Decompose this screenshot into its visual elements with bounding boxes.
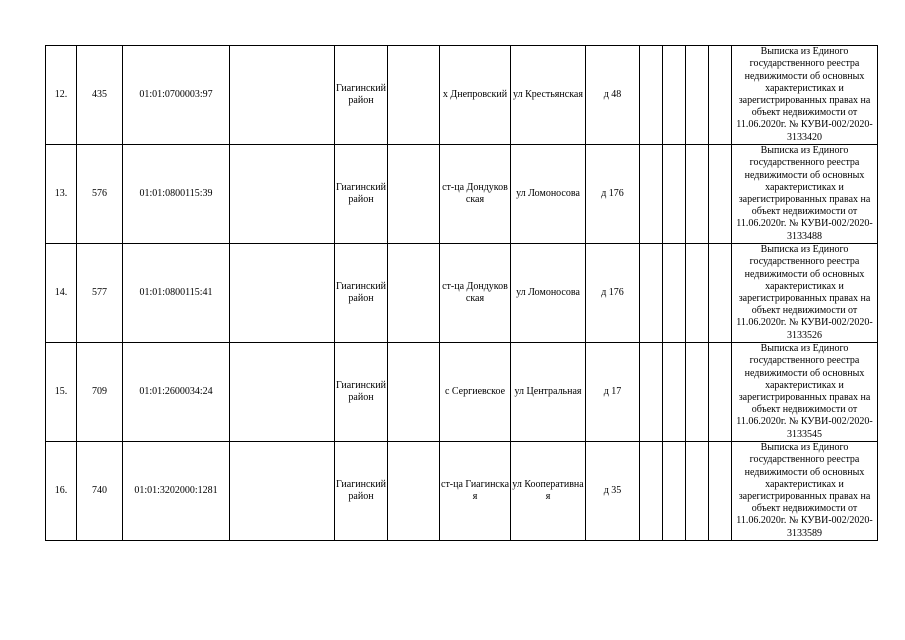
registry-number-cell: 740 xyxy=(77,442,123,541)
district-cell: Гиагинский район xyxy=(335,343,388,442)
document-basis-cell: Выписка из Единого государственного реестра недвижимости об основных характеристиках и зарегистрированных правах на объект недвижимости от 11.06.2020г. № КУВИ-002/2020-3133420 xyxy=(732,46,878,145)
table-row xyxy=(46,46,878,145)
document-basis-cell: Выписка из Единого государственного реестра недвижимости об основных характеристиках и зарегистрированных правах на объект недвижимости от 11.06.2020г. № КУВИ-002/2020-3133589 xyxy=(732,442,878,541)
empty-cell xyxy=(388,343,440,442)
settlement-cell: ст-ца Дондуковская xyxy=(440,145,511,244)
empty-cell xyxy=(640,46,663,145)
row-number-cell: 15. xyxy=(46,343,77,442)
table-row xyxy=(46,145,878,244)
empty-cell xyxy=(663,46,686,145)
empty-cell xyxy=(640,343,663,442)
row-number-cell: 12. xyxy=(46,46,77,145)
cadastral-number-cell: 01:01:2600034:24 xyxy=(123,343,230,442)
settlement-cell: ст-ца Дондуковская xyxy=(440,244,511,343)
document-basis-cell: Выписка из Единого государственного реестра недвижимости об основных характеристиках и зарегистрированных правах на объект недвижимости от 11.06.2020г. № КУВИ-002/2020-3133526 xyxy=(732,244,878,343)
document-basis-cell: Выписка из Единого государственного реестра недвижимости об основных характеристиках и зарегистрированных правах на объект недвижимости от 11.06.2020г. № КУВИ-002/2020-3133545 xyxy=(732,343,878,442)
house-cell: д 48 xyxy=(586,46,640,145)
house-cell: д 176 xyxy=(586,145,640,244)
empty-cell xyxy=(709,442,732,541)
empty-cell xyxy=(686,442,709,541)
empty-cell xyxy=(709,46,732,145)
cadastral-number-cell: 01:01:3202000:1281 xyxy=(123,442,230,541)
district-cell: Гиагинский район xyxy=(335,46,388,145)
street-cell: ул Ломоносова xyxy=(511,145,586,244)
row-number-cell: 13. xyxy=(46,145,77,244)
empty-cell xyxy=(663,244,686,343)
house-cell: д 17 xyxy=(586,343,640,442)
empty-cell xyxy=(709,244,732,343)
empty-cell xyxy=(230,244,335,343)
district-cell: Гиагинский район xyxy=(335,145,388,244)
house-cell: д 176 xyxy=(586,244,640,343)
empty-cell xyxy=(686,343,709,442)
empty-cell xyxy=(388,145,440,244)
table-row xyxy=(46,343,878,442)
registry-number-cell: 577 xyxy=(77,244,123,343)
district-cell: Гиагинский район xyxy=(335,244,388,343)
registry-table-body xyxy=(46,46,878,541)
property-registry-table xyxy=(45,45,878,541)
row-number-cell: 14. xyxy=(46,244,77,343)
empty-cell xyxy=(663,343,686,442)
empty-cell xyxy=(230,145,335,244)
registry-number-cell: 709 xyxy=(77,343,123,442)
row-number-cell: 16. xyxy=(46,442,77,541)
settlement-cell: с Сергиевское xyxy=(440,343,511,442)
district-cell: Гиагинский район xyxy=(335,442,388,541)
settlement-cell: х Днепровский xyxy=(440,46,511,145)
empty-cell xyxy=(230,442,335,541)
empty-cell xyxy=(640,145,663,244)
document-basis-cell: Выписка из Единого государственного реестра недвижимости об основных характеристиках и зарегистрированных правах на объект недвижимости от 11.06.2020г. № КУВИ-002/2020-3133488 xyxy=(732,145,878,244)
table-row xyxy=(46,442,878,541)
empty-cell xyxy=(640,244,663,343)
empty-cell xyxy=(686,244,709,343)
empty-cell xyxy=(663,145,686,244)
empty-cell xyxy=(686,46,709,145)
empty-cell xyxy=(230,46,335,145)
empty-cell xyxy=(230,343,335,442)
house-cell: д 35 xyxy=(586,442,640,541)
street-cell: ул Крестьянская xyxy=(511,46,586,145)
table-row xyxy=(46,244,878,343)
registry-number-cell: 435 xyxy=(77,46,123,145)
empty-cell xyxy=(663,442,686,541)
empty-cell xyxy=(640,442,663,541)
settlement-cell: ст-ца Гиагинская xyxy=(440,442,511,541)
registry-number-cell: 576 xyxy=(77,145,123,244)
street-cell: ул Ломоносова xyxy=(511,244,586,343)
empty-cell xyxy=(388,46,440,145)
empty-cell xyxy=(388,244,440,343)
street-cell: ул Кооперативная xyxy=(511,442,586,541)
street-cell: ул Центральная xyxy=(511,343,586,442)
cadastral-number-cell: 01:01:0800115:41 xyxy=(123,244,230,343)
cadastral-number-cell: 01:01:0700003:97 xyxy=(123,46,230,145)
empty-cell xyxy=(388,442,440,541)
empty-cell xyxy=(709,343,732,442)
cadastral-number-cell: 01:01:0800115:39 xyxy=(123,145,230,244)
empty-cell xyxy=(686,145,709,244)
empty-cell xyxy=(709,145,732,244)
